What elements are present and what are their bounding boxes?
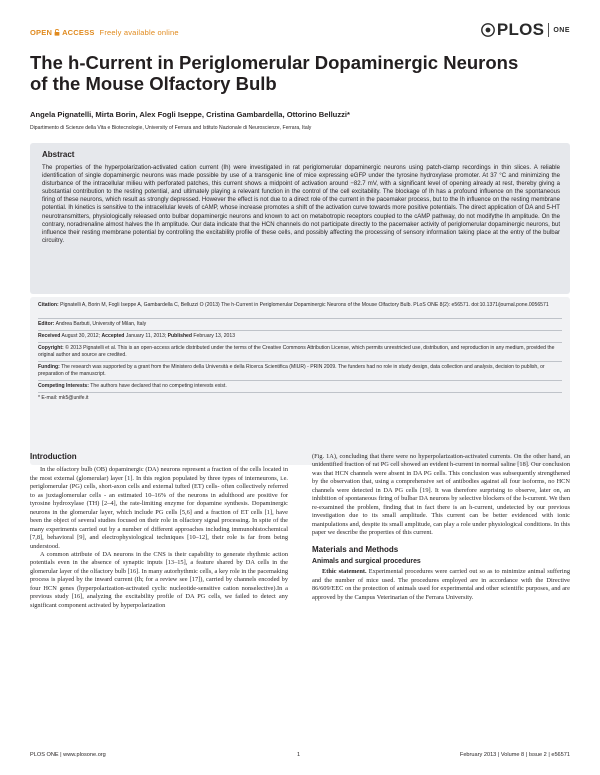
published-label: Published <box>167 333 192 339</box>
abstract-heading: Abstract <box>42 150 75 159</box>
intro-paragraph-2: A common attribute of DA neurons in the CNS is their capability to generate rhythmic action potentials even in the absence of synaptic inputs [13–15], a feature shared by DA cells in the glomerular layer of the olfactory bulb [16]. In many autorhythmic cells, a key role in the pacemaking process is played by the inward current (Ih; for a review see [17]), carried by channels encoded by four HCN genes (hyperpolarization-activated cyclic nucleotide-sensitive cation nonselective).In a previous study [16], analyzing the excitability profile of DA PG cells, we failed to detect any significant component activated by hyperpolarization <box>30 550 288 609</box>
meta-divider <box>38 392 562 393</box>
open-access-banner <box>30 28 179 37</box>
access-label: ACCESS <box>62 28 95 37</box>
accepted-label: Accepted <box>101 333 125 339</box>
ethic-statement <box>312 568 570 602</box>
right-column <box>312 453 570 602</box>
plos-logo-icon <box>481 23 495 37</box>
footer-url[interactable]: | www.plosone.org <box>60 752 106 758</box>
competing-text: The authors have declared that no competing interests exist. <box>90 383 227 389</box>
logo-plos-text: PLOS <box>496 20 545 39</box>
funding-label: Funding: <box>38 364 60 370</box>
competing-interests <box>38 383 564 390</box>
author-list: Angela Pignatelli, Mirta Borin, Alex Fogli Iseppe, Cristina Gambardella, Ottorino Belluzzi* <box>30 110 350 119</box>
article-title <box>30 52 570 94</box>
corresponding-email[interactable]: * E-mail: mk5@unife.it <box>38 395 89 401</box>
citation-label: Citation: <box>38 302 59 308</box>
title-line-2: of the Mouse Olfactory Bulb <box>30 73 277 94</box>
affiliation: Dipartimento di Scienze della Vita e Biotecnologie, University of Ferrara and Istituto Nazionale di Neuroscienze, Ferrara, Italy <box>30 125 312 131</box>
copyright-text: © 2013 Pignatelli et al. This is an open-access article distributed under the terms of the Creative Commons Attribution License, which permits unrestricted use, distribution, and reproduction in any medium, provided the original author and source are credited. <box>38 345 555 359</box>
title-line-1: The h-Current in Periglomerular Dopaminergic Neurons <box>30 52 519 73</box>
accepted-date: January 11, 2013; <box>125 333 167 339</box>
meta-divider <box>38 330 562 331</box>
animals-heading: Animals and surgical procedures <box>312 557 421 565</box>
meta-divider <box>38 318 562 319</box>
meta-divider <box>38 361 562 362</box>
published-date: February 13, 2013 <box>193 333 236 339</box>
abstract-text: The properties of the hyperpolarization-activated cation current (Ih) were investigated in rat periglomerular dopaminergic neurons using patch-clamp recordings in thin slices. A reliable identification of single dopaminergic neurons was made possible by use of a transgenic line of mice expressing eGFP under the tyrosine hydroxylase promoter. At 37 °C and minimizing the disturbance of the intracellular milieu with perforated patches, this current shows a midpoint of activation around −82.7 mV, with a significant level of opening already at rest, thereby giving a substantial contribution to the resting potential, and ultimately playing a relevant function in the control of the cell excitability. The blockage of Ih has a profound influence on the spontaneous firing of these neurons, which result as strongly depressed. However the effect is not due to a direct role of the current in the pacemaker process, but to the Ih influence on the resting membrane potential. Ih kinetics is sensitive to the intracellular levels of cAMP, whose increase promotes a shift of the activation curve towards more positive potentials. The direct application of DA and 5-HT neurotransmitters, physiologically released onto bulbar dopaminergic neurons and known to act on metabotropic receptors coupled to the cAMP pathway, do not modifythe Ih amplitude. On the contrary, noradrenaline almost halves the Ih amplitude. Our data indicate that the HCN channels do not participate directly to the pacemaker activity of periglomerular dopaminergic neurons, but influence their resting membrane potential by controlling the excitability profile of these cells, and possibly affecting the processing of sensory information taking place at the entry of the bulbar circuitry. <box>42 165 560 244</box>
open-access-label: OPEN <box>30 28 53 37</box>
editor-label: Editor: <box>38 321 55 327</box>
citation <box>38 302 564 309</box>
citation-text: Pignatelli A, Borin M, Fogli Iseppe A, Gambardella C, Belluzzi O (2013) The h-Current in Periglomerular Dopaminergic Neurons of the Mouse Olfactory Bulb. PLoS ONE 8(2): e56571. doi:10.1371/journal.pone.0056571 <box>60 302 549 308</box>
ethic-text: Experimental procedures were carried out so as to minimize animal suffering and the number of mice used. The procedures employed are in accordance with the Directive 86/609/EEC on the protection of animals used for experimental and other scientific purposes, and are approved by the Campus Veterinarian of the Ferrara University. <box>312 568 570 601</box>
received-label: Received <box>38 333 61 339</box>
editor-text: Andrea Barbuti, University of Milan, Italy <box>55 321 147 327</box>
methods-heading: Materials and Methods <box>312 544 399 554</box>
freely-available-label: Freely available online <box>99 28 179 37</box>
plos-one-logo[interactable] <box>481 20 570 40</box>
footer-journal <box>30 752 106 758</box>
competing-label: Competing Interests: <box>38 383 89 389</box>
copyright-label: Copyright: <box>38 345 64 351</box>
copyright <box>38 345 564 360</box>
editor <box>38 321 564 328</box>
meta-divider <box>38 380 562 381</box>
footer-journal-name: PLOS ONE <box>30 752 59 758</box>
funding-text: The research was supported by a grant from the Ministero della Università e della Ricerca Scientifica (MIUR) - PRIN 2009. The funders had no role in study design, data collection and analysis, decision to publish, or preparation of the manuscript. <box>38 364 545 378</box>
logo-divider <box>548 23 549 37</box>
introduction-heading: Introduction <box>30 452 77 461</box>
intro-paragraph-1: In the olfactory bulb (OB) dopaminergic (DA) neurons represent a fraction of the cells located in the most external (glomerular) layer [1]. In this region populated by three types of interneurons, i.e. periglomerular (PG) cells, short-axon cells and external tufted (ET) cells- often collectively referred to as juxtaglomerular cells - an estimated 10–16% of the neurons in adulthood are positive for tyrosine hydroxylase (TH) [2–4], the rate-limiting enzyme for dopamine synthesis. Dopaminergic neurons in the glomerular layer, which include PG cells [5,6] and a fraction of ET cells [1], have been the object of several studies focused on their role in olfactory signal processing. In spite of the many experiments carried out by a number of different approaches including immunohistochemical [7,8], behavioral [9], and electrophysiological techniques [10–12], their role is far from being understood. <box>30 466 288 550</box>
right-paragraph-1: (Fig. 1A), concluding that there were no hyperpolarization-activated currents. On the other hand, an unidentified fraction of rat PG cell showed an evident h-current in normal saline [18]. Our conclusion was that HCN channels were absent in DA PG cells. This conclusion was subsequently strengthened by the observation that, using a comprehensive set of antibodies against all four isoforms, no HCN channels were detected in DA PG cells [19]. It was therefore surprising to observe, later on, an inhibition of spontaneous firing of bulbar DA neurons by selective blockers of the h-current. We then re-examined the problem, finding that in fact there is an h-current, undetected by our previous investigation due to its small amplitude. This current can be better evidenced with ionic manipulations and, despite its small amplitude, can play a role under physiological conditions. In this paper we describe the properties of this current. <box>312 453 570 537</box>
open-lock-icon <box>54 29 60 36</box>
ethic-label: Ethic statement. <box>322 568 367 576</box>
footer-page-number: 1 <box>297 752 301 758</box>
dates <box>38 333 564 340</box>
meta-divider <box>38 342 562 343</box>
footer-issue: February 2013 | Volume 8 | Issue 2 | e56571 <box>459 752 570 758</box>
logo-one-text: ONE <box>553 26 570 34</box>
funding <box>38 364 564 379</box>
received-date: August 30, 2012; <box>61 333 101 339</box>
left-column <box>30 453 288 610</box>
